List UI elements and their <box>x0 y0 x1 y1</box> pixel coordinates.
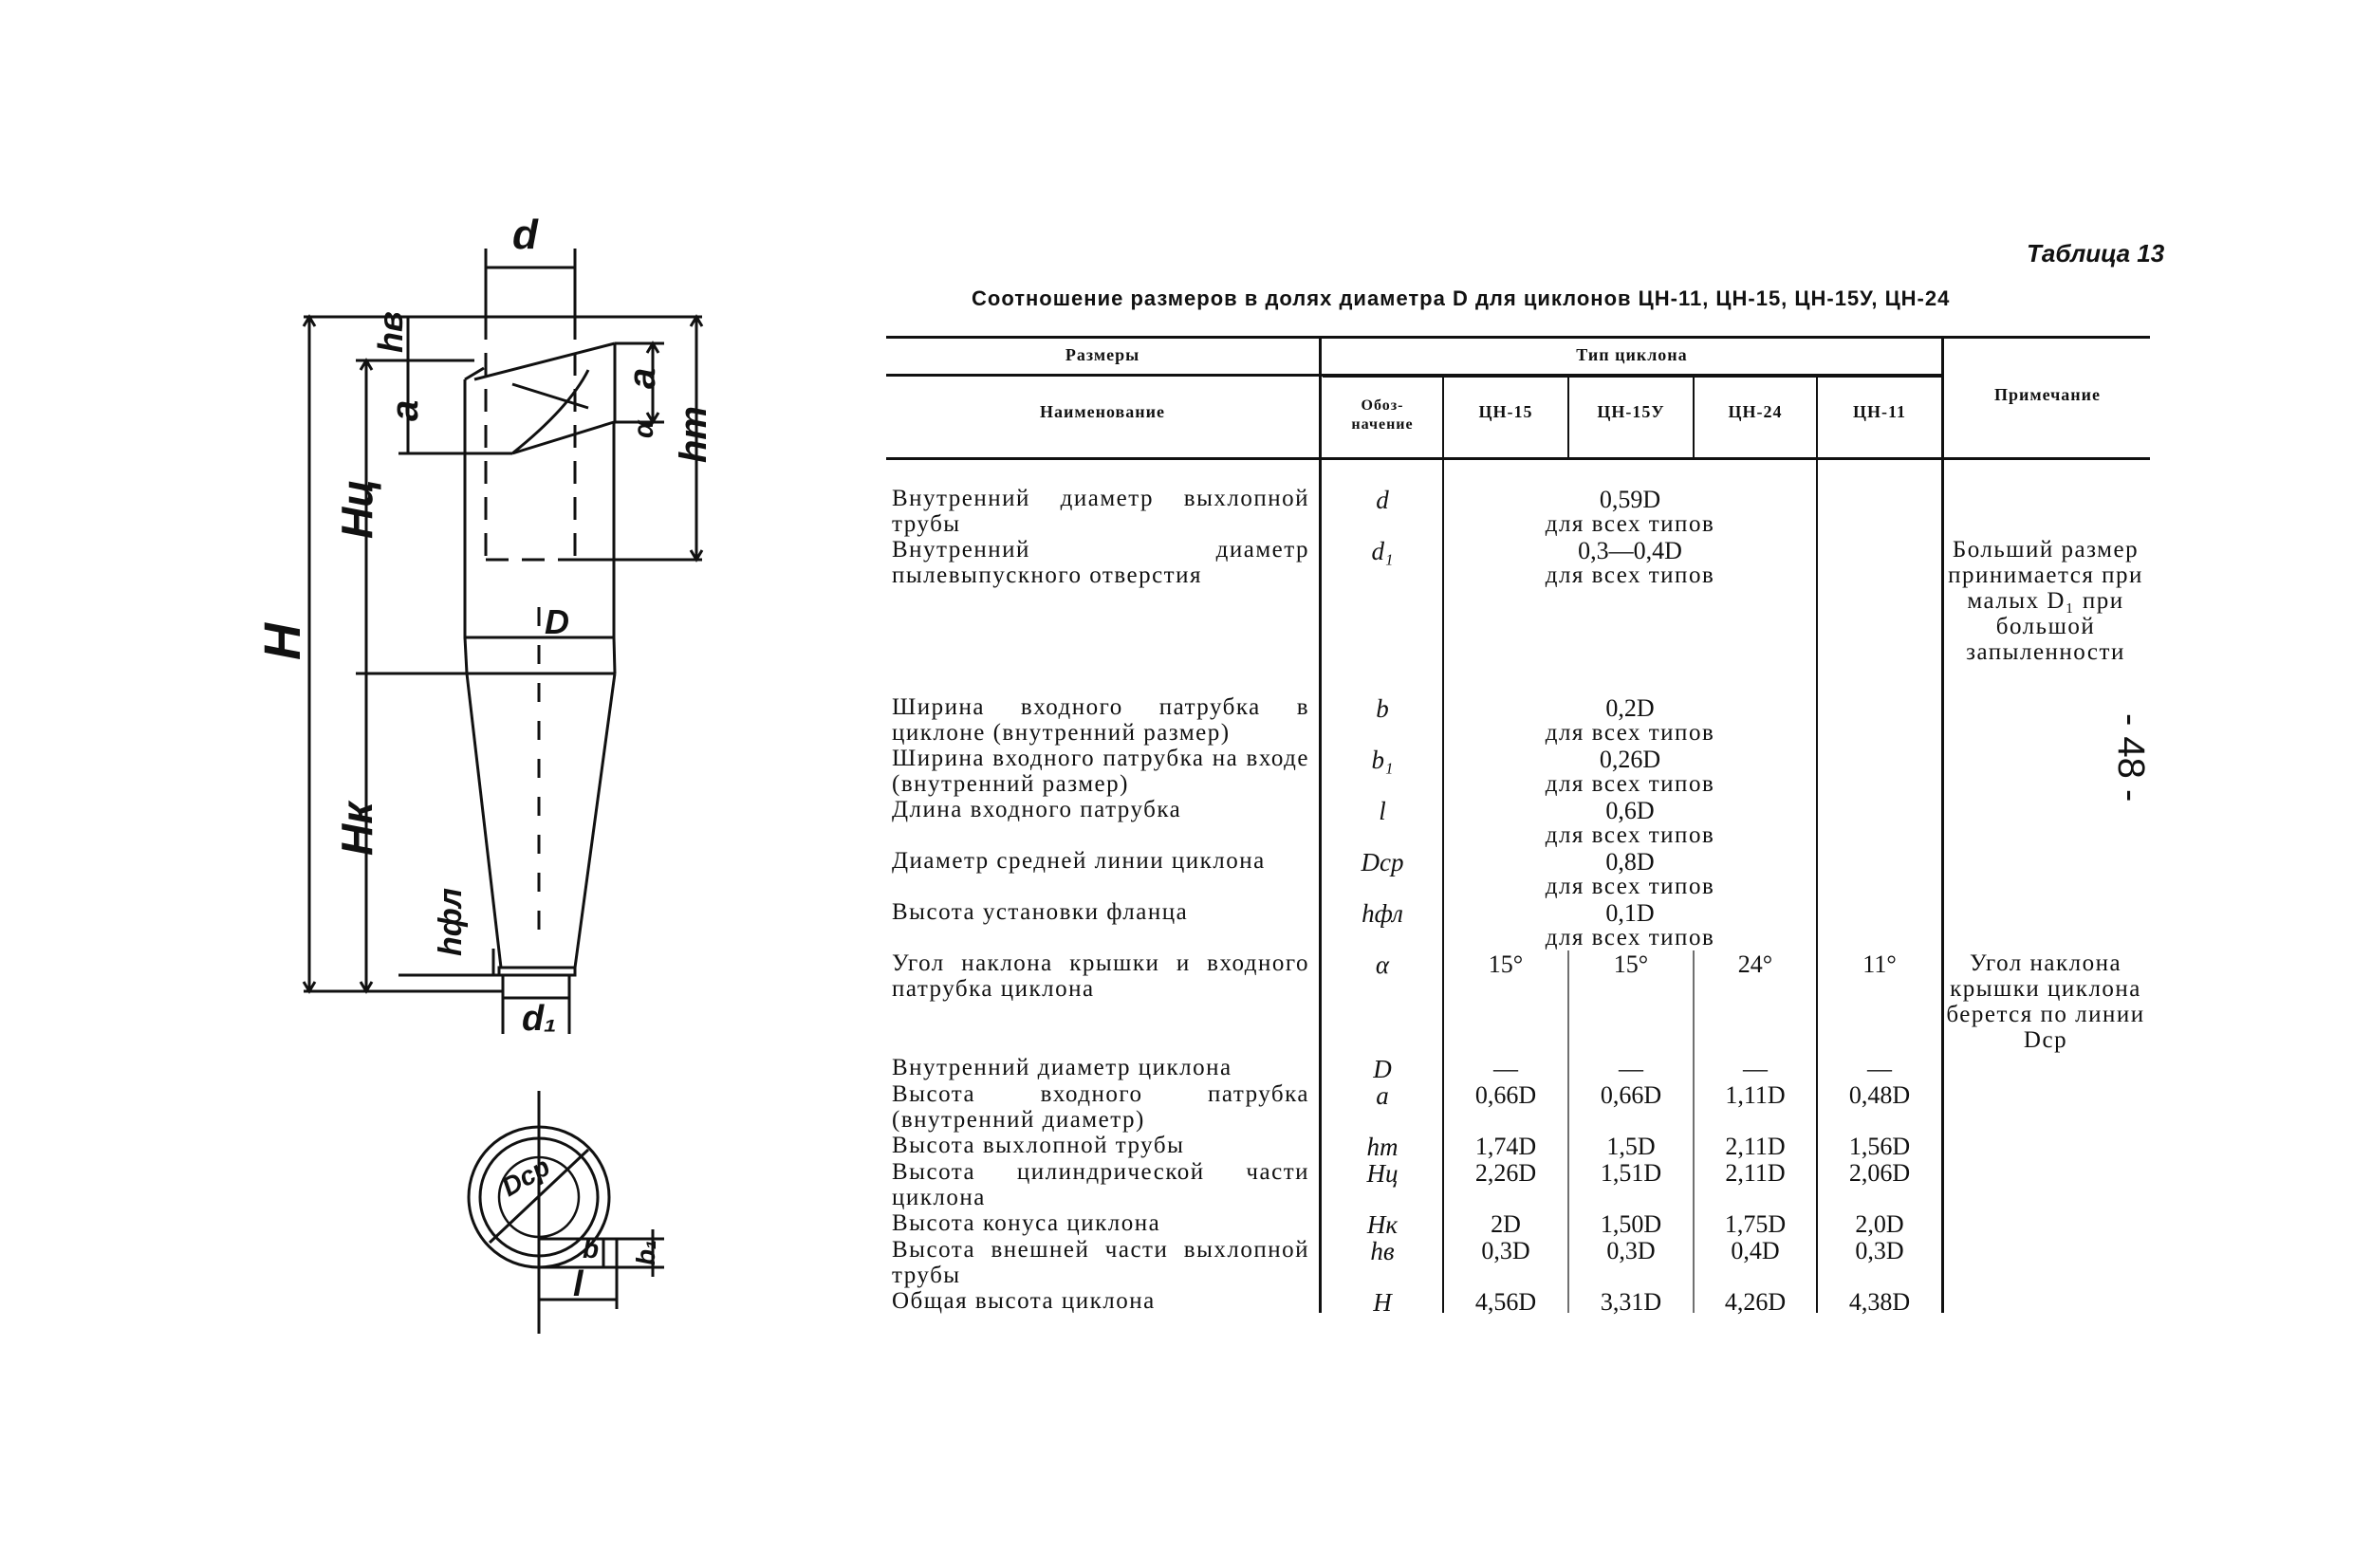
row-common-note: для всех типов <box>1545 720 1715 746</box>
row-designation: hфл <box>1362 899 1403 928</box>
row-value: 0,4D <box>1731 1237 1780 1264</box>
row-value: 0,66D <box>1600 1081 1662 1109</box>
row-name: Высота входного патрубка (внутренний диаметр) <box>892 1081 1309 1133</box>
row-value: 2,11D <box>1725 1159 1786 1187</box>
row-value: 1,74D <box>1474 1133 1537 1160</box>
row-common-value: 0,6D <box>1605 797 1655 824</box>
row-value: — <box>1743 1055 1768 1082</box>
row-name: Высота внешней части выхлопной трубы <box>892 1237 1309 1288</box>
label-Hk: Hк <box>332 802 381 856</box>
row-common-value: 0,59D <box>1599 486 1661 513</box>
cylinder-body <box>465 379 614 637</box>
label-a-left: a <box>384 399 426 421</box>
row-value: 0,3D <box>1481 1237 1530 1264</box>
row-name: Высота выхлопной трубы <box>892 1133 1185 1158</box>
header-type-3: ЦН-11 <box>1852 402 1906 421</box>
row-designation: b₁ <box>1371 746 1394 774</box>
header-type-1: ЦН-15У <box>1597 402 1665 421</box>
row-common-note: для всех типов <box>1545 511 1715 537</box>
label-a-right: a <box>621 367 663 389</box>
row-note: Больший размер принимается при малых D₁ при большой запыленности <box>1948 537 2143 665</box>
header-type: Тип циклона <box>1576 345 1688 364</box>
label-l: l <box>573 1264 584 1304</box>
row-name: Угол наклона крышки и входного патрубка циклона <box>892 950 1309 1002</box>
label-hfl: hфл <box>433 887 469 956</box>
row-value: 0,3D <box>1855 1237 1904 1264</box>
label-Hc: Hц <box>332 479 381 539</box>
row-common-value: 0,8D <box>1605 848 1655 876</box>
row-value: — <box>1493 1055 1518 1082</box>
row-common-value: 0,26D <box>1599 746 1661 773</box>
row-name: Диаметр средней линии циклона <box>892 848 1266 874</box>
row-designation: hт <box>1366 1133 1399 1161</box>
row-designation: α <box>1375 950 1390 979</box>
row-name: Ширина входного патрубка в циклоне (внутренний размер) <box>892 694 1309 746</box>
row-value: 0,48D <box>1848 1081 1911 1109</box>
label-d1: d₁ <box>522 999 557 1039</box>
row-common-note: для всех типов <box>1545 771 1715 797</box>
label-alpha: α <box>628 420 659 438</box>
header-type-0: ЦН-15 <box>1478 402 1533 421</box>
row-value: 2D <box>1491 1210 1521 1238</box>
row-value: 0,3D <box>1606 1237 1656 1264</box>
row-common-value: 0,3—0,4D <box>1578 537 1682 564</box>
row-value: 1,75D <box>1724 1210 1787 1238</box>
cone-left <box>467 673 501 968</box>
row-common-note: для всех типов <box>1545 563 1715 588</box>
header-note: Примечание <box>1993 385 2102 404</box>
row-value: 4,56D <box>1474 1288 1537 1316</box>
label-b1: b₁ <box>631 1240 660 1265</box>
row-value: — <box>1867 1055 1892 1082</box>
header-name: Наименование <box>1040 402 1165 421</box>
row-name: Внутренний диаметр пылевыпускного отверстия <box>892 537 1309 588</box>
row-value: 2,11D <box>1725 1133 1786 1160</box>
row-value: 1,56D <box>1848 1133 1911 1160</box>
row-value: 1,50D <box>1600 1210 1662 1238</box>
row-name: Высота цилиндрической части циклона <box>892 1159 1309 1210</box>
row-designation: d₁ <box>1371 537 1394 565</box>
header-sizes: Размеры <box>1065 345 1140 364</box>
cone-right <box>575 673 615 968</box>
row-designation: b <box>1376 694 1389 723</box>
row-value: 1,5D <box>1606 1133 1656 1160</box>
row-name: Длина входного патрубка <box>892 797 1182 822</box>
row-value: 4,26D <box>1724 1288 1787 1316</box>
row-designation: a <box>1376 1081 1389 1110</box>
row-value: 15° <box>1613 950 1649 978</box>
label-d: d <box>512 212 538 258</box>
label-Dcp: Dср <box>496 1151 555 1203</box>
row-name: Высота установки фланца <box>892 899 1189 925</box>
label-hv: hв <box>371 311 410 353</box>
row-designation: H <box>1373 1288 1392 1317</box>
row-value: 4,38D <box>1848 1288 1911 1316</box>
row-value: 2,06D <box>1848 1159 1911 1187</box>
row-value: 24° <box>1737 950 1773 978</box>
row-name: Ширина входного патрубка на входе (внутренний размер) <box>892 746 1309 797</box>
row-common-note: для всех типов <box>1545 822 1715 848</box>
label-b: b <box>583 1234 600 1264</box>
row-designation: Dср <box>1361 848 1404 876</box>
row-common-value: 0,2D <box>1605 694 1655 722</box>
label-ht: hт <box>673 406 714 463</box>
row-designation: Hк <box>1366 1210 1399 1239</box>
header-type-2: ЦН-24 <box>1728 402 1783 421</box>
label-H: H <box>254 623 311 660</box>
table-title: Соотношение размеров в долях диаметра D для циклонов ЦН-11, ЦН-15, ЦН-15У, ЦН-24 <box>972 286 1951 310</box>
row-name: Высота конуса циклона <box>892 1210 1161 1236</box>
row-designation: l <box>1379 797 1386 825</box>
row-designation: Hц <box>1366 1159 1399 1188</box>
row-value: 15° <box>1488 950 1524 978</box>
row-common-note: для всех типов <box>1545 925 1715 950</box>
header-designation: Обоз- начение <box>1351 397 1414 433</box>
row-value: 3,31D <box>1600 1288 1662 1316</box>
page-number: - 48 - <box>2110 713 2152 802</box>
row-value: 11° <box>1862 950 1897 978</box>
row-designation: hв <box>1370 1237 1395 1265</box>
row-common-value: 0,1D <box>1605 899 1655 927</box>
row-value: 0,66D <box>1474 1081 1537 1109</box>
row-value: 1,51D <box>1600 1159 1662 1187</box>
row-note: Угол наклона крышки циклона берется по линии Dср <box>1946 950 2145 1053</box>
row-designation: d <box>1376 486 1389 514</box>
label-D: D <box>545 602 569 641</box>
row-name: Внутренний диаметр выхлопной трубы <box>892 486 1309 537</box>
row-value: 2,0D <box>1855 1210 1904 1238</box>
table-caption: Таблица 13 <box>2027 239 2165 267</box>
row-designation: D <box>1373 1055 1392 1083</box>
row-value: 1,11D <box>1725 1081 1786 1109</box>
row-value: 2,26D <box>1474 1159 1537 1187</box>
row-common-note: для всех типов <box>1545 874 1715 899</box>
row-name: Внутренний диаметр циклона <box>892 1055 1232 1080</box>
row-value: — <box>1619 1055 1643 1082</box>
row-name: Общая высота циклона <box>892 1288 1156 1314</box>
